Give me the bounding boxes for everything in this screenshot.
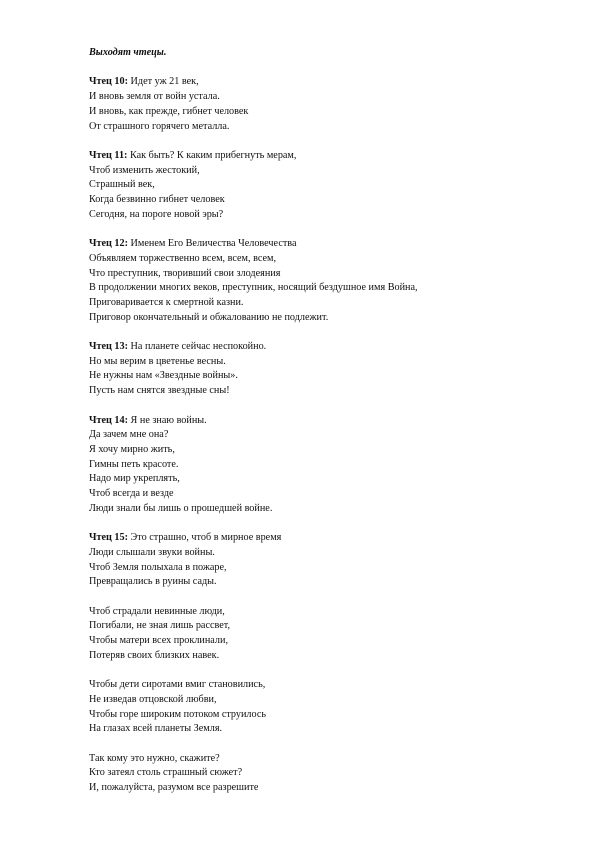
verse-line <box>89 149 569 164</box>
verse-line <box>89 369 569 384</box>
verse-line <box>89 164 569 179</box>
poem-text <box>89 46 569 796</box>
stanza <box>89 237 569 325</box>
stanza <box>89 605 569 664</box>
speaker-label: Чтец 15: <box>89 532 128 544</box>
verse-text: Приговор окончательный и обжалованию не подлежит. <box>89 311 329 323</box>
verse-text: Я не знаю войны. <box>128 414 207 426</box>
verse-text: Объявляем торжественно всем, всем, всем, <box>89 252 277 264</box>
stanza-gap <box>89 325 569 340</box>
verse-text: Чтоб всегда и везде <box>89 488 174 500</box>
verse-text: Именем Его Величества Человечества <box>128 238 297 250</box>
verse-line <box>89 384 569 399</box>
stanza-gap <box>89 663 569 678</box>
verse-line <box>89 252 569 267</box>
verse-line <box>89 766 569 781</box>
verse-line <box>89 90 569 105</box>
verse-line <box>89 178 569 193</box>
verse-text: Когда безвинно гибнет человек <box>89 194 225 205</box>
verse-text: От страшного горячего металла. <box>89 120 230 132</box>
verse-line <box>89 311 569 326</box>
verse-line <box>89 752 569 767</box>
verse-text: И, пожалуйста, разумом все разрешите <box>89 782 259 794</box>
verse-line <box>89 267 569 282</box>
verse-line <box>89 502 569 517</box>
stanza <box>89 752 569 796</box>
verse-text: Идет уж 21 век, <box>128 76 199 88</box>
verse-text: Люди знали бы лишь о прошедшей войне. <box>89 502 273 514</box>
verse-text: Превращались в руины сады. <box>89 576 217 588</box>
stanza <box>89 414 569 517</box>
verse-line <box>89 340 569 355</box>
verse-text: И вновь земля от войн устала. <box>89 91 220 103</box>
verse-text: Не изведав отцовской любви, <box>89 693 217 705</box>
verse-line <box>89 296 569 311</box>
verse-text: На планете сейчас неспокойно. <box>128 341 267 352</box>
verse-line <box>89 281 569 296</box>
verse-text: Но мы верим в цветенье весны. <box>89 355 226 367</box>
verse-line <box>89 75 569 90</box>
stanza-gap <box>89 737 569 752</box>
stanza-gap <box>89 61 569 76</box>
stanza <box>89 75 569 134</box>
verse-line <box>89 105 569 120</box>
speaker-label: Чтец 14: <box>89 414 128 426</box>
stanza <box>89 149 569 223</box>
verse-text: Как быть? К каким прибегнуть мерам, <box>127 149 297 161</box>
stanza <box>89 678 569 737</box>
verse-text: Люди слышали звуки войны. <box>89 546 215 558</box>
verse-text: Чтобы матери всех проклинали, <box>89 635 229 647</box>
stanza-gap <box>89 516 569 531</box>
verse-text: Я хочу мирно жить, <box>89 443 175 455</box>
verse-text: Гимны петь красоте. <box>89 458 179 470</box>
stanza-gap <box>89 134 569 149</box>
verse-text: И вновь, как прежде, гибнет человек <box>89 105 249 117</box>
verse-line <box>89 546 569 561</box>
verse-line <box>89 634 569 649</box>
verse-text: Чтобы дети сиротами вмиг становились, <box>89 679 266 691</box>
verse-text: Что преступник, творивший свои злодеяния <box>89 267 281 279</box>
verse-line <box>89 208 569 223</box>
verse-text: Сегодня, на пороге новой эры? <box>89 208 224 220</box>
verse-text: В продолжении многих веков, преступник, носящий бездушное имя Война, <box>89 282 418 294</box>
verse-text: Чтобы горе широким потоком струилось <box>89 708 267 720</box>
verse-text: Надо мир укреплять, <box>89 473 180 485</box>
verse-line <box>89 531 569 546</box>
verse-line <box>89 414 569 429</box>
verse-text: Не нужны нам «Звездные войны». <box>89 370 238 382</box>
verse-line <box>89 678 569 693</box>
stanza <box>89 531 569 590</box>
verse-line <box>89 193 569 208</box>
speaker-label: Чтец 13: <box>89 341 128 352</box>
verse-line <box>89 605 569 620</box>
speaker-label: Чтец 11: <box>89 149 128 161</box>
verse-text: Страшный век, <box>89 179 155 191</box>
verse-line <box>89 120 569 135</box>
verse-line <box>89 649 569 664</box>
verse-line <box>89 458 569 473</box>
stanza-list <box>89 61 569 796</box>
verse-line <box>89 237 569 252</box>
verse-line <box>89 355 569 370</box>
document-heading: Выходят чтецы. <box>89 47 167 58</box>
stanza-gap <box>89 222 569 237</box>
verse-line <box>89 428 569 443</box>
verse-text: Так кому это нужно, скажите? <box>89 752 220 764</box>
verse-line <box>89 443 569 458</box>
verse-line <box>89 708 569 723</box>
speaker-label: Чтец 10: <box>89 76 128 88</box>
verse-text: Погибали, не зная лишь рассвет, <box>89 620 230 632</box>
verse-line <box>89 575 569 590</box>
stanza-gap <box>89 399 569 414</box>
verse-line <box>89 781 569 796</box>
verse-text: Приговаривается к смертной казни. <box>89 296 244 308</box>
verse-line <box>89 722 569 737</box>
verse-text: Кто затеял столь страшный сюжет? <box>89 767 243 779</box>
verse-line <box>89 693 569 708</box>
verse-line <box>89 619 569 634</box>
stanza-gap <box>89 590 569 605</box>
verse-text: Чтоб Земля полыхала в пожаре, <box>89 561 227 573</box>
verse-text: Да зачем мне она? <box>89 429 169 441</box>
verse-text: Это страшно, чтоб в мирное время <box>128 532 282 544</box>
speaker-label: Чтец 12: <box>89 238 128 250</box>
verse-line <box>89 561 569 576</box>
verse-text: Потеряв своих близких навек. <box>89 649 220 661</box>
stanza <box>89 340 569 399</box>
verse-text: Чтоб изменить жестокий, <box>89 164 200 176</box>
verse-line <box>89 487 569 502</box>
verse-text: На глазах всей планеты Земля. <box>89 723 223 735</box>
verse-text: Чтоб страдали невинные люди, <box>89 605 225 617</box>
verse-text: Пусть нам снятся звездные сны! <box>89 385 230 397</box>
verse-line <box>89 472 569 487</box>
